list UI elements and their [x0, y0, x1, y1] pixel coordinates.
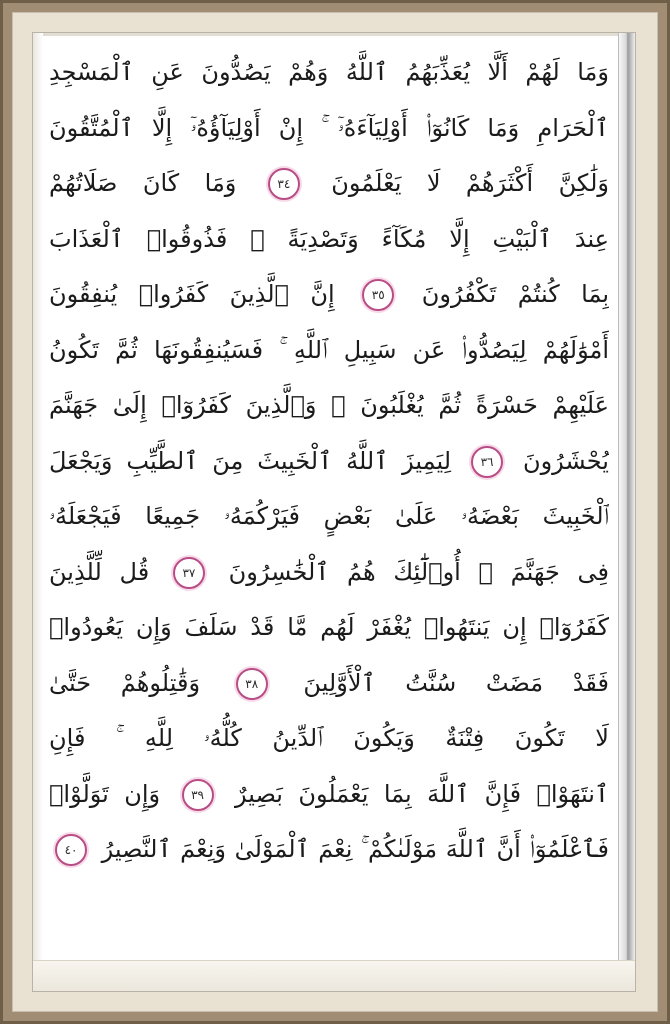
ayah-number-marker[interactable]: ٣٧	[173, 557, 205, 589]
verse-line	[49, 45, 609, 101]
verse-text: يُحْشَرُونَ	[522, 446, 609, 475]
page-footer	[33, 960, 635, 991]
verse-text: لَا تَكُونَ فِتْنَةٌ وَيَكُونَ ٱلدِّينُ كُلُّهُۥ لِلَّهِ ۚ فَإِنِ	[49, 724, 609, 752]
verse-text: وَلَٰكِنَّ أَكْثَرَهُمْ لَا يَعْلَمُونَ	[331, 169, 609, 197]
verse-line	[49, 378, 609, 434]
verse-text: عِندَ ٱلْبَيْتِ إِلَّا مُكَآءً وَتَصْدِيَةً ۚ فَذُوقُوا۟ ٱلْعَذَابَ	[49, 224, 609, 253]
ayah-number-marker[interactable]: ٣٨	[236, 668, 268, 700]
verse-text: إِنَّ ٱلَّذِينَ كَفَرُوا۟ يُنفِقُونَ	[49, 280, 335, 308]
page-gutter-shadow	[33, 33, 43, 991]
verse-line	[49, 545, 609, 601]
verse-text: فَٱعْلَمُوٓا۟ أَنَّ ٱللَّهَ مَوْلَىٰكُمْ ۚ نِعْمَ ٱلْمَوْلَىٰ وَنِعْمَ ٱلنَّصِيرُ	[101, 835, 609, 863]
verse-text: عَلَيْهِمْ حَسْرَةً ثُمَّ يُغْلَبُونَ ۗ وَٱلَّذِينَ كَفَرُوٓا۟ إِلَىٰ جَهَنَّمَ	[49, 391, 609, 419]
verse-text: فِى جَهَنَّمَ ۚ أُو۟لَٰٓئِكَ هُمُ ٱلْخَٰسِرُونَ	[228, 557, 609, 586]
verse-text: ٱلْخَبِيثَ بَعْضَهُۥ عَلَىٰ بَعْضٍ فَيَرْكُمَهُۥ جَمِيعًا فَيَجْعَلَهُۥ	[49, 502, 609, 530]
verse-text: كَفَرُوٓا۟ إِن يَنتَهُوا۟ يُغْفَرْ لَهُم مَّا قَدْ سَلَفَ وَإِن يَعُودُوا۟	[49, 613, 609, 641]
ayah-number-marker[interactable]: ٣٦	[471, 446, 503, 478]
ayah-number-marker[interactable]: ٤٠	[55, 834, 87, 866]
verse-line	[49, 656, 609, 712]
verse-line	[49, 600, 609, 656]
mushaf-page[interactable]	[32, 32, 636, 992]
verse-text: وَإِن تَوَلَّوْا۟	[49, 779, 161, 808]
verse-line	[49, 822, 609, 878]
verse-text: ٱلْحَرَامِ وَمَا كَانُوٓا۟ أَوْلِيَآءَهُۥٓ ۚ إِنْ أَوْلِيَآؤُهُۥٓ إِلَّا ٱلْمُتَّقُونَ	[49, 113, 609, 142]
verse-text: أَمْوَٰلَهُمْ لِيَصُدُّوا۟ عَن سَبِيلِ ٱللَّهِ ۚ فَسَيُنفِقُونَهَا ثُمَّ تَكُونُ	[49, 335, 609, 364]
verse-line	[49, 711, 609, 767]
verse-text: فَقَدْ مَضَتْ سُنَّتُ ٱلْأَوَّلِينَ	[303, 668, 609, 697]
verse-text: بِمَا كُنتُمْ تَكْفُرُونَ	[421, 280, 609, 308]
ayah-number-marker[interactable]: ٣٩	[182, 779, 214, 811]
verse-text: وَمَا كَانَ صَلَاتُهُمْ	[49, 169, 237, 197]
verse-text: وَقَٰتِلُوهُمْ حَتَّىٰ	[49, 668, 201, 697]
verse-text: قُل لِّلَّذِينَ	[49, 557, 150, 586]
verse-line	[49, 767, 609, 823]
verse-line	[49, 212, 609, 268]
verse-line	[49, 101, 609, 157]
verse-line	[49, 323, 609, 379]
verse-text: لِيَمِيزَ ٱللَّهُ ٱلْخَبِيثَ مِنَ ٱلطَّيِّبِ وَيَجْعَلَ	[49, 446, 452, 475]
verse-line	[49, 489, 609, 545]
verse-line	[49, 434, 609, 490]
ayah-number-marker[interactable]: ٣٥	[362, 279, 394, 311]
verse-line	[49, 267, 609, 323]
verse-text-block	[49, 45, 609, 957]
page-edge	[618, 33, 635, 991]
verse-line	[49, 156, 609, 212]
verse-text: ٱنتَهَوْا۟ فَإِنَّ ٱللَّهَ بِمَا يَعْمَلُونَ بَصِيرٌ	[234, 779, 609, 808]
verse-text: وَمَا لَهُمْ أَلَّا يُعَذِّبَهُمُ ٱللَّهُ وَهُمْ يَصُدُّونَ عَنِ ٱلْمَسْجِدِ	[49, 58, 609, 86]
ayah-number-marker[interactable]: ٣٤	[268, 168, 300, 200]
